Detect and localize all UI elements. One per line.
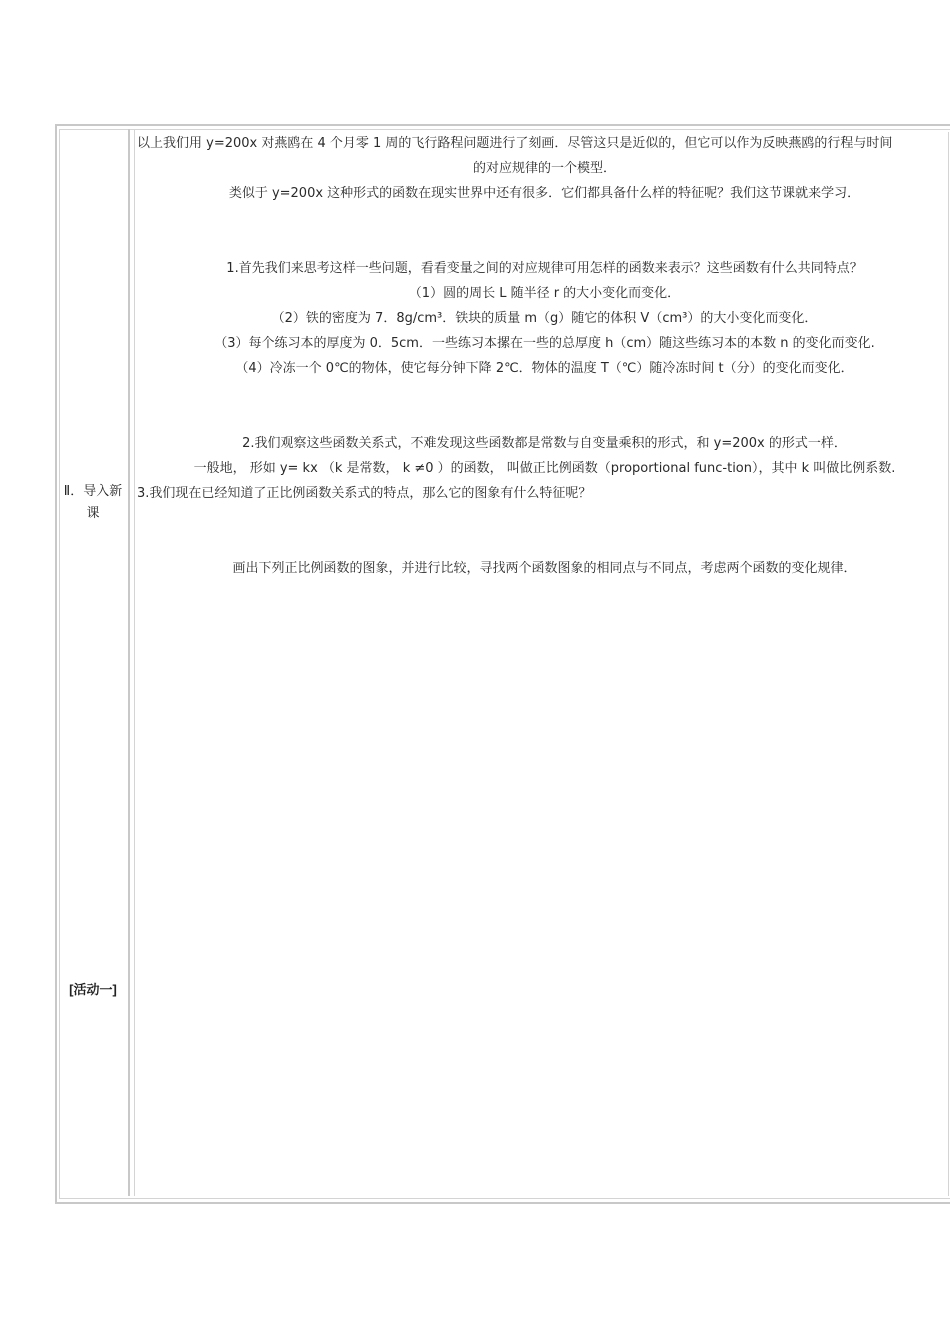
spacer xyxy=(137,506,950,556)
activity-label-text: [活动一] xyxy=(69,982,117,997)
question-1-item-4: （4）冷冻一个 0℃的物体，使它每分钟下降 2℃．物体的温度 T（℃）随冷冻时间 t（分）的变化而变化． xyxy=(235,361,854,376)
intro-line-3: 类似于 y=200x 这种形式的函数在现实世界中还有很多．它们都具备什么样的特征呢？我们这节课就来学习． xyxy=(228,186,861,201)
lesson-content xyxy=(137,131,950,581)
column-divider xyxy=(128,129,135,1196)
question-1-item-2: （2）铁的密度为 7．8g/cm³．铁块的质量 m（g）随它的体积 V（cm³）的大小变化而变化． xyxy=(271,311,818,326)
question-3-line: 3.我们现在已经知道了正比例函数关系式的特点，那么它的图象有什么特征呢？ xyxy=(137,486,592,501)
activity-label xyxy=(57,979,129,1001)
intro-line-2: 的对应规律的一个模型． xyxy=(472,161,616,176)
section-label-text: Ⅱ．导入新课 xyxy=(63,484,123,521)
question-1-title: 1.首先我们来思考这样一些问题，看看变量之间的对应规律可用怎样的函数来表示？这些函数有什么共同特点？ xyxy=(226,261,863,276)
question-1-item-1: （1）圆的周长 L 随半径 r 的大小变化而变化． xyxy=(408,286,681,301)
activity-task: 画出下列正比例函数的图象，并进行比较，寻找两个函数图象的相同点与不同点，考虑两个函数的变化规律． xyxy=(232,561,857,576)
definition-line: 一般地， 形如 y= kx （k 是常数， k ≠0 ）的函数， 叫做正比例函数（proportional func-tion），其中 k 叫做比例系数. xyxy=(193,461,896,476)
intro-line-1: 以上我们用 y=200x 对燕鸥在 4 个月零 1 周的飞行路程问题进行了刻画．尽管这只是近似的，但它可以作为反映燕鸥的行程与时间 xyxy=(137,136,893,151)
question-1-item-3: （3）每个练习本的厚度为 0．5cm．一些练习本摞在一些的总厚度 h（cm）随这些练习本的本数 n 的变化而变化. xyxy=(214,336,875,351)
question-2-line: 2.我们观察这些函数关系式，不难发现这些函数都是常数与自变量乘积的形式，和 y=200x 的形式一样． xyxy=(242,436,847,451)
spacer xyxy=(137,381,950,431)
lesson-table xyxy=(55,124,950,1204)
spacer xyxy=(137,206,950,256)
section-label xyxy=(57,481,129,525)
